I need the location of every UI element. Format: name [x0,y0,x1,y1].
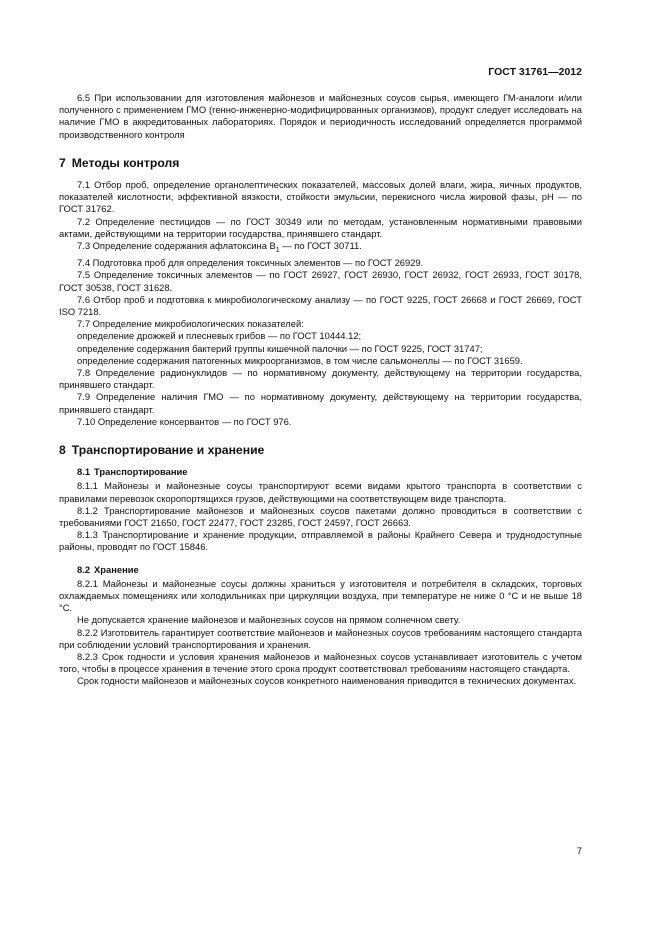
subsection-title: Транспортирование [94,466,188,478]
paragraph-7-8: 7.8 Определение радионуклидов — по нормативному документу, действующему на территории государства, принявшего стандарт. [59,366,582,391]
subsection-number: 8.2 [77,563,91,575]
paragraph-7-10: 7.10 Определение консервантов — по ГОСТ 976. [77,415,292,427]
section-number: 7 [59,155,66,170]
subscript: 1 [275,246,280,254]
paragraph-7-5: 7.5 Определение токсичных элементов — по ГОСТ 26927, ГОСТ 26930, ГОСТ 26932, ГОСТ 26933, ГОСТ 30178, ГОСТ 30538, ГОСТ 31628. [59,269,582,293]
paragraph-8-2-3-b: Срок годности майонезов и майонезных соусов конкретного наименования приводится в технических документах. [77,675,577,687]
paragraph-7-7: 7.7 Определение микробиологических показателей: [77,318,304,330]
subsection-8-1-heading [77,466,582,478]
subsection-title: Хранение [94,563,139,575]
subsection-number: 8.1 [77,466,91,478]
paragraph-7-3-tail: — по ГОСТ 30711. [279,240,362,252]
section-title: Методы контроля [71,155,180,170]
paragraph-7-2: 7.2 Определение пестицидов — по ГОСТ 30349 или по методам, установленным нормативными правовыми актами, действующими на территории государства, принявшего стандарт. [59,215,582,239]
paragraph-7-7-c: определение содержания патогенных микроорганизмов, в том числе сальмонеллы — по ГОСТ 31659. [77,354,523,366]
paragraph-8-1-2: 8.1.2 Транспортирование майонезов и майонезных соусов пакетами должно проводиться в соответствии с требованиями ГОСТ 21650, ГОСТ 22477, ГОСТ 23285, ГОСТ 24597, ГОСТ 26663. [59,504,582,528]
paragraph-6-5: 6.5 При использовании для изготовления майонезов и майонезных соусов сырья, имеющего ГМ-аналоги и/или полученного с применением ГМО (генно-инженерно-модифицированных организмов), продукт следует исследовать на наличие ГМО в аккредитованных лабораториях. Порядок и периодичность исследований определяется программой производственного контроля [59,92,582,140]
paragraph-7-4: 7.4 Подготовка проб для определения токсичных элементов — по ГОСТ 26929. [77,257,424,269]
paragraph-7-7-a: определение дрожжей и плесневых грибов — по ГОСТ 10444.12; [77,330,362,342]
section-number: 8 [59,442,66,457]
section-title: Транспортирование и хранение [71,442,265,457]
paragraph-8-2-1-b: Не допускается хранение майонезов и майонезных соусов на прямом солнечном свету. [77,614,461,626]
paragraph-8-2-1: 8.2.1 Майонезы и майонезные соусы должны храниться у изготовителя и потребителя в складских, торговых охлаждаемых помещениях или холодильниках при циркуляции воздуха, при температуре не ниже 0 °С и не выше 18 °С. [59,577,582,614]
paragraph-7-7-b: определение содержания бактерий группы кишечной палочки — по ГОСТ 9225, ГОСТ 31747; [77,342,483,354]
paragraph-7-3 [59,240,582,257]
page-number: 7 [576,845,582,856]
paragraph-7-1: 7.1 Отбор проб, определение органолептических показателей, массовых долей влаги, жира, яичных продуктов, показателей кислотности, эффективной вязкости, стойкости эмульсии, перекисного числа жировой фазы, pH — по ГОСТ 31762. [59,179,582,215]
section-7-heading [59,157,582,169]
paragraph-8-1-1: 8.1.1 Майонезы и майонезные соусы транспортируют всеми видами крытого транспорта в соответствии с правилами перевозок скоропортящихся грузов, действующими на соответствующем виде транспорта. [59,480,582,504]
document-header: ГОСТ 31761—2012 [488,66,582,78]
paragraph-7-3-text: 7.3 Определение содержания афлатоксина B [77,240,276,252]
subsection-8-2-heading [77,564,582,576]
page-body [59,92,582,688]
paragraph-8-1-3: 8.1.3 Транспортирование и хранение продукции, отправляемой в районы Крайнего Севера и труднодоступные районы, проводят по ГОСТ 15846. [59,529,582,553]
paragraph-8-2-2: 8.2.2 Изготовитель гарантирует соответствие майонезов и майонезных соусов требованиям настоящего стандарта при соблюдении условий транспортирования и хранения. [59,626,582,650]
paragraph-8-2-3: 8.2.3 Срок годности и условия хранения майонезов и майонезных соусов устанавливает изготовитель с учетом того, чтобы в процессе хранения в течение этого срока продукт соответствовал требованиям настоящего стандарта. [59,651,582,675]
paragraph-7-9: 7.9 Определение наличия ГМО — по нормативному документу, действующему на территории государства, принявшего стандарт. [59,391,582,415]
section-8-heading [59,444,582,456]
paragraph-7-6: 7.6 Отбор проб и подготовка к микробиологическому анализу — по ГОСТ 9225, ГОСТ 26668 и ГОСТ 26669, ГОСТ ISO 7218. [59,293,582,317]
